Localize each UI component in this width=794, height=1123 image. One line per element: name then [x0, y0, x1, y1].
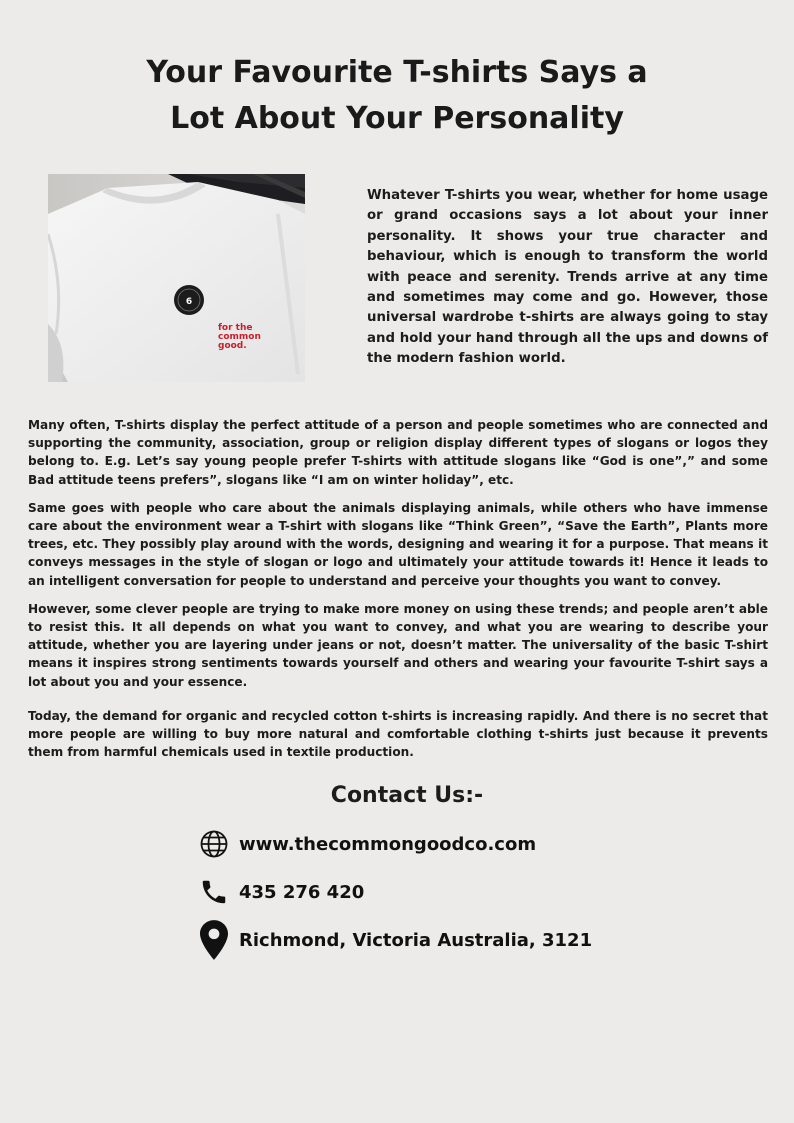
shirt-print-line-3: good. — [218, 341, 247, 351]
contact-phone[interactable] — [198, 872, 364, 912]
paragraph-3: However, some clever people are trying to make more money on using these trends; and people aren’t able to resist this. It all depends on what you want to convey, and what you are wearing to describe your attitude, whether you are layering under jeans or not, doesn’t matter. The universality of the basic T-shirt means it inspires strong sentiments towards yourself and others and wearing your favourite T-shirt says a lot about you and your essence. — [28, 601, 768, 689]
phone-icon — [198, 874, 230, 910]
contact-heading: Contact Us:- — [330, 783, 484, 808]
website-link[interactable]: www.thecommongoodco.com — [239, 833, 537, 855]
contact-website[interactable] — [198, 824, 536, 864]
tshirt-photo — [48, 174, 305, 382]
badge-number: 6 — [185, 297, 193, 307]
intro-paragraph: Whatever T-shirts you wear, whether for home usage or grand occasions says a lot about your inner personality. It shows your true character and behaviour, which is enough to transform the world with peace and serenity. Trends arrive at any time and sometimes may come and go. However, those universal wardrobe t-shirts are always going to stay and hold your hand through all the ups and downs of the modern fashion world. — [367, 188, 768, 367]
phone-number[interactable]: 435 276 420 — [239, 881, 365, 903]
page-title-line-1: Your Favourite T-shirts Says a — [146, 55, 648, 91]
paragraph-2: Same goes with people who care about the animals displaying animals, while others who have immense care about the environment wear a T-shirt with slogans like “Think Green”, “Save the Earth”, Plants more trees, etc. They possibly play around with the words, designing and wearing it for a purpose. That means it conveys messages in the style of slogan or logo and ultimately your attitude towards it! Hence it leads to an intelligent conversation for people to understand and perceive your thoughts you want to convey. — [28, 500, 768, 588]
page-title — [0, 50, 794, 142]
paragraph-1: Many often, T-shirts display the perfect attitude of a person and people sometimes who are connected and supporting the community, association, group or religion display different types of slogans or logos they belong to. E.g. Let’s say young people prefer T-shirts with attitude slogans like “God is one”,” and some Bad attitude teens prefers”, slogans like “I am on winter holiday”, etc. — [28, 418, 768, 487]
article-body — [28, 416, 768, 771]
globe-icon — [198, 826, 230, 862]
page-title-line-2: Lot About Your Personality — [170, 101, 624, 137]
location-pin-icon — [198, 922, 230, 958]
shirt-print-line-1: for the — [218, 323, 253, 333]
shirt-print-line-2: common — [218, 332, 261, 342]
tshirt-illustration — [48, 174, 305, 382]
contact-address[interactable] — [198, 920, 592, 960]
paragraph-4: Today, the demand for organic and recycled cotton t-shirts is increasing rapidly. And there is no secret that more people are willing to buy more natural and comfortable clothing t-shirts just because it prevents them from harmful chemicals used in textile production. — [28, 708, 768, 760]
address-text: Richmond, Victoria Australia, 3121 — [239, 929, 593, 951]
